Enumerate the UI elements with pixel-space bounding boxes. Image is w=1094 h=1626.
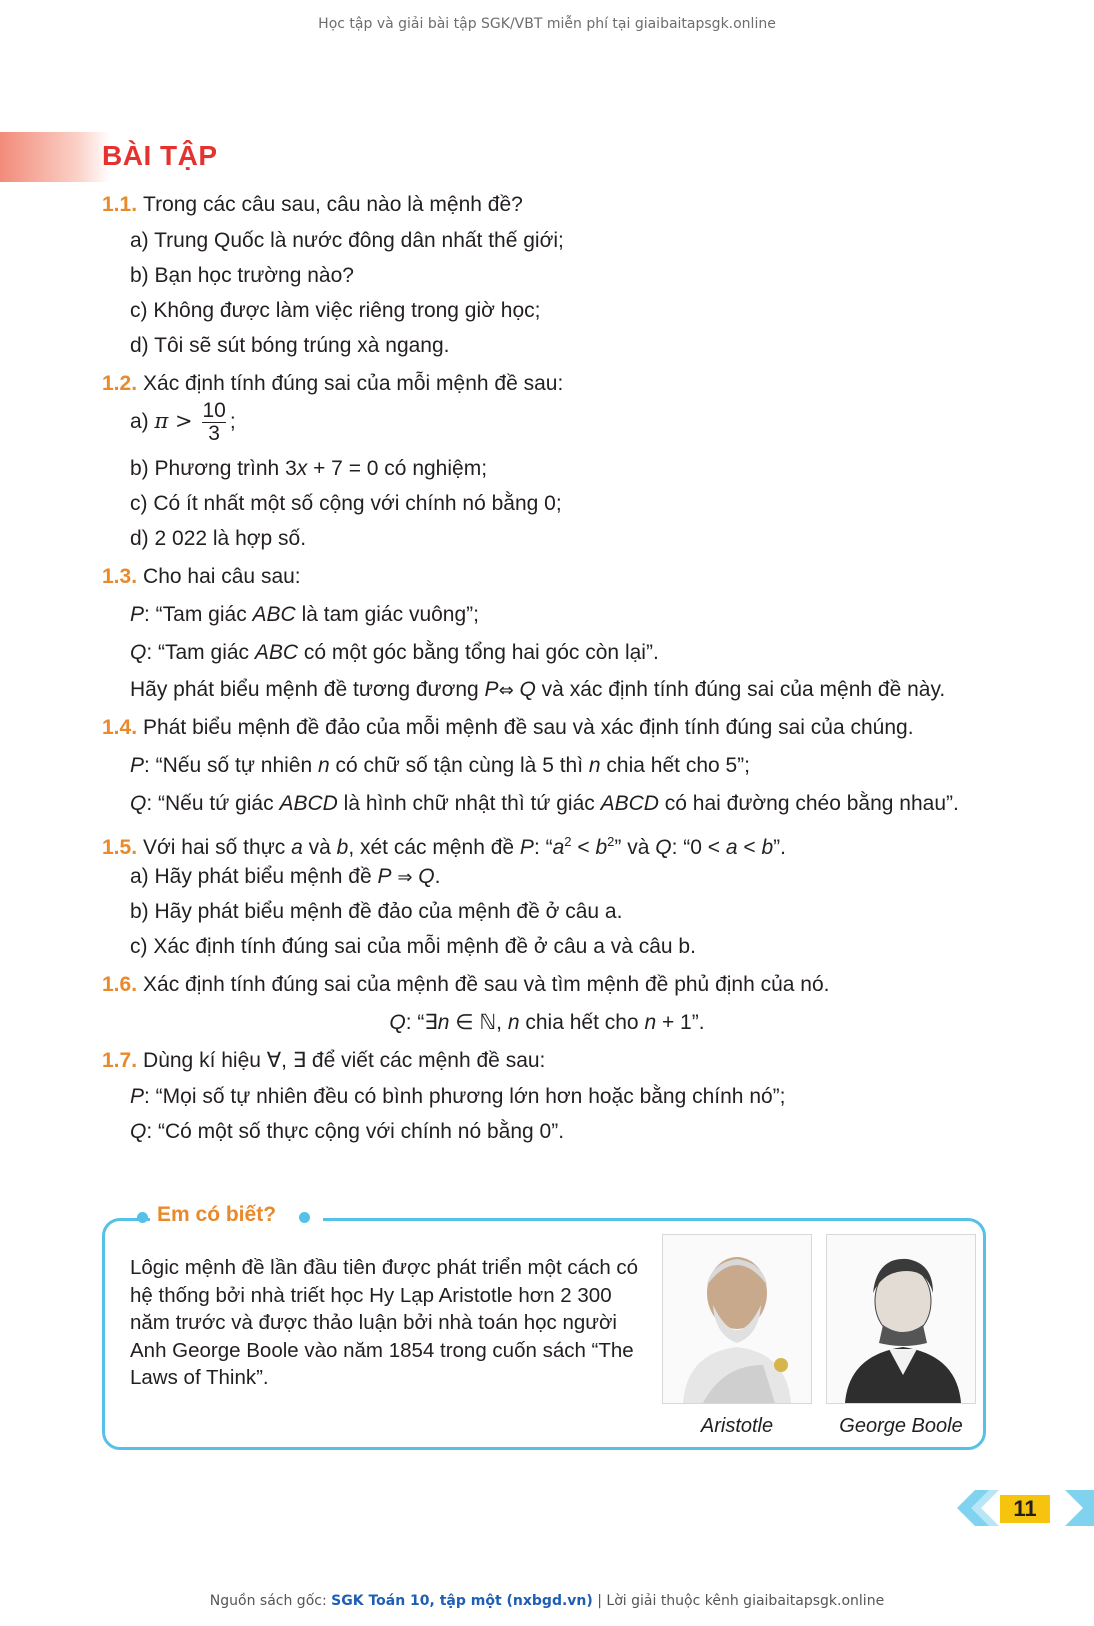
exercise-text: Phát biểu mệnh đề đảo của mỗi mệnh đề sau và xác định tính đúng sai của chúng. — [143, 716, 914, 739]
proposition-q: Q: “Nếu tứ giác ABCD là hình chữ nhật thì tứ giác ABCD có hai đường chéo bằng nhau”. — [130, 792, 959, 815]
section-band — [0, 132, 110, 182]
exercise-item-a: a) π > $\frac{10}{3}$ ; — [130, 398, 236, 445]
footer-source-link[interactable]: SGK Toán 10, tập một (nxbgd.vn) — [331, 1593, 593, 1609]
exercise-text: Xác định tính đúng sai của mỗi mệnh đề sau: — [143, 372, 564, 395]
exercise-number: 1.4. — [102, 716, 138, 739]
fraction — [202, 400, 225, 445]
exercise-item: c) Không được làm việc riêng trong giờ học; — [130, 299, 541, 322]
exercise-1-4 — [102, 715, 914, 741]
george-boole-engraving-icon — [827, 1235, 975, 1403]
caption-aristotle: Aristotle — [700, 1415, 774, 1437]
exercise-item: b) Bạn học trường nào? — [130, 264, 354, 287]
exercise-1-6 — [102, 972, 830, 998]
page-number: 11 — [1000, 1495, 1050, 1523]
fraction-denominator: 3 — [202, 422, 225, 445]
proposition-p: P: “Tam giác ABC là tam giác vuông”; — [130, 603, 479, 626]
exercise-1-1 — [102, 192, 523, 218]
exercise-number: 1.3. — [102, 565, 138, 588]
exercise-item-c: c) Có ít nhất một số cộng với chính nó bằng 0; — [130, 492, 562, 515]
exercise-1-2 — [102, 371, 563, 397]
exercise-number: 1.7. — [102, 1049, 138, 1072]
proposition-q: Q: “Tam giác ABC có một góc bằng tổng hai góc còn lại”. — [130, 641, 659, 664]
exercise-item-a: a) Hãy phát biểu mệnh đề P ⇒ Q. — [130, 865, 441, 888]
george-boole-portrait — [826, 1234, 976, 1404]
exercise-item-b: b) Phương trình 3x + 7 = 0 có nghiệm; — [130, 457, 488, 480]
exercise-1-5: 1.5. Với hai số thực a và b, xét các mệnh đề P: “$a^2 < b^2$” và Q: “0 < a < b”. — [102, 834, 786, 859]
exercise-item: d) Tôi sẽ sút bóng trúng xà ngang. — [130, 334, 450, 357]
exercise-text: Trong các câu sau, câu nào là mệnh đề? — [143, 193, 523, 216]
fraction-numerator: 10 — [202, 398, 226, 422]
exercise-task: Hãy phát biểu mệnh đề tương đương P⇔ Q và xác định tính đúng sai của mệnh đề này. — [130, 678, 946, 701]
bullet-dot-icon — [299, 1212, 310, 1223]
exercise-text: Dùng kí hiệu ∀, ∃ để viết các mệnh đề sau: — [143, 1049, 546, 1072]
exercise-1-7 — [102, 1048, 545, 1074]
exercise-number: 1.5. — [102, 836, 138, 859]
aristotle-portrait — [662, 1234, 812, 1404]
did-you-know-label: Em có biết? — [157, 1203, 277, 1226]
exercise-number: 1.1. — [102, 193, 138, 216]
proposition-p: P: “Mọi số tự nhiên đều có bình phương lớn hơn hoặc bằng chính nó”; — [130, 1085, 786, 1108]
section-title: BÀI TẬP — [102, 140, 218, 171]
header-note: Học tập và giải bài tập SGK/VBT miễn phí tại giaibaitapsgk.online — [318, 16, 776, 32]
exercise-1-3 — [102, 564, 301, 590]
proposition-q-centered: Q: “∃n ∈ ℕ, n chia hết cho n + 1”. — [389, 1011, 705, 1034]
exercise-item-c: c) Xác định tính đúng sai của mỗi mệnh đề ở câu a và câu b. — [130, 935, 696, 958]
exercise-item-d: d) 2 022 là hợp số. — [130, 527, 307, 550]
proposition-q: Q: “Có một số thực cộng với chính nó bằng 0”. — [130, 1120, 565, 1143]
aristotle-bust-icon — [663, 1235, 811, 1403]
exercise-item: a) Trung Quốc là nước đông dân nhất thế giới; — [130, 229, 564, 252]
exercise-text: Cho hai câu sau: — [143, 565, 301, 588]
exercise-number: 1.6. — [102, 973, 138, 996]
caption-george-boole: George Boole — [839, 1415, 963, 1437]
did-you-know-text: Lôgic mệnh đề lần đầu tiên được phát triển một cách có hệ thống bởi nhà triết học Hy Lạp Aristotle hơn 2 300 năm trước và được thảo luận bởi nhà toán học người Anh George Boole vào năm 1854 trong cuốn sách “The Laws of Think”. — [130, 1256, 639, 1389]
bullet-dot-icon — [137, 1212, 148, 1223]
pi-expression: π > — [154, 409, 193, 433]
exercise-text: Xác định tính đúng sai của mệnh đề sau và tìm mệnh đề phủ định của nó. — [143, 973, 830, 996]
footer: Nguồn sách gốc: SGK Toán 10, tập một (nxbgd.vn) | Lời giải thuộc kênh giaibaitapsgk.online — [209, 1593, 885, 1609]
exercise-item-b: b) Hãy phát biểu mệnh đề đảo của mệnh đề ở câu a. — [130, 900, 623, 923]
proposition-p: P: “Nếu số tự nhiên n có chữ số tận cùng là 5 thì n chia hết cho 5”; — [130, 754, 751, 777]
exercise-number: 1.2. — [102, 372, 138, 395]
